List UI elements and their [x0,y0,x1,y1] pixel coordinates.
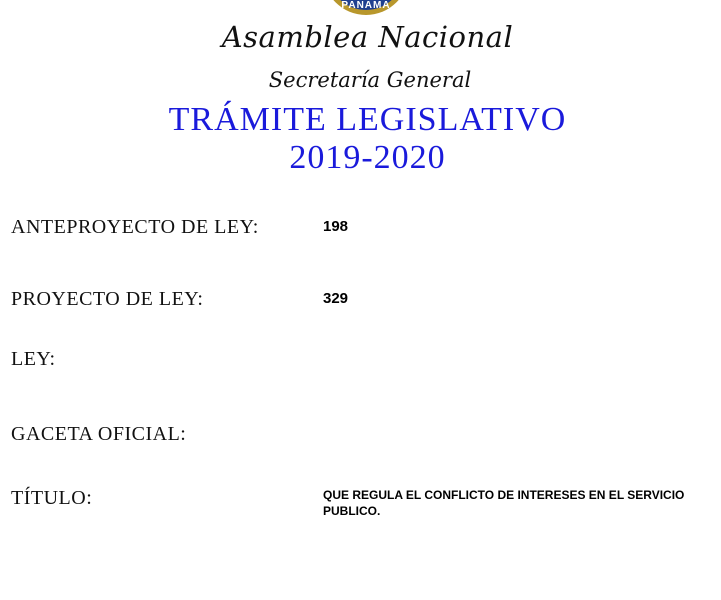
ley-label: LEY: [11,348,56,370]
anteproyecto-value: 198 [323,218,349,235]
seal-text: PANAMA [341,0,391,11]
department-name: Secretaría General [268,68,472,92]
organization-name: Asamblea Nacional [221,20,514,54]
proyecto-value: 329 [323,290,349,307]
anteproyecto-label: ANTEPROYECTO DE LEY: [11,216,259,238]
titulo-label: TÍTULO: [11,487,93,509]
legislative-period: 2019-2020 [289,139,446,176]
proyecto-label: PROYECTO DE LEY: [11,288,204,310]
titulo-value: QUE REGULA EL CONFLICTO DE INTERESES EN EL SERVICIO PUBLICO. [323,488,685,518]
document-title: TRÁMITE LEGISLATIVO [168,101,567,138]
national-assembly-seal [320,0,412,16]
gaceta-label: GACETA OFICIAL: [11,423,187,445]
